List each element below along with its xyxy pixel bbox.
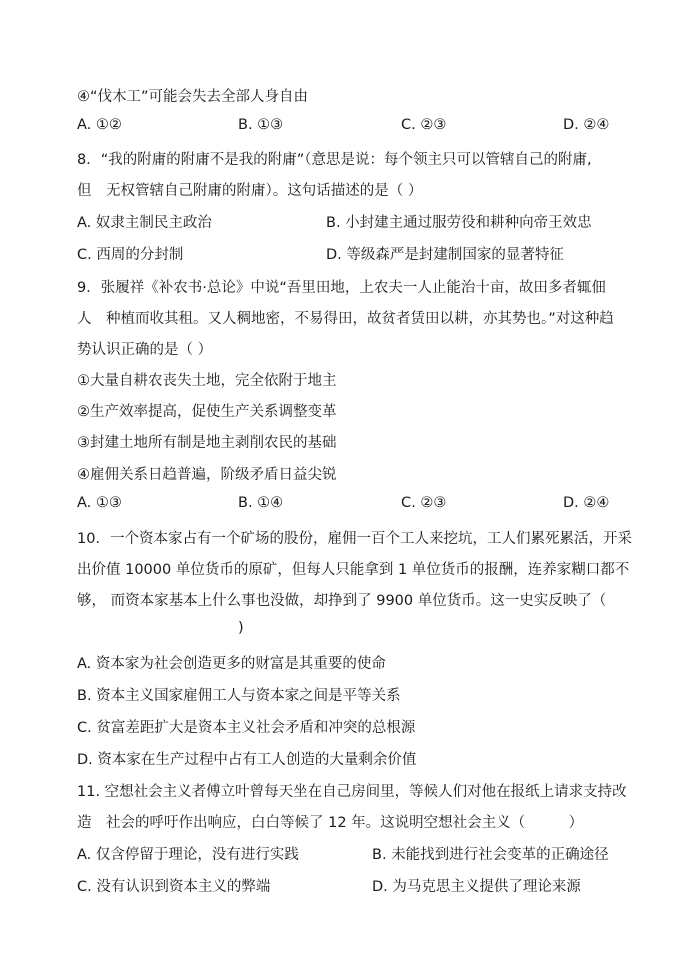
q11-option-a[interactable]: A. 仅含停留于理论，没有进行实践 <box>77 847 299 863</box>
q9-option-d[interactable]: D. ②④ <box>563 495 610 511</box>
q9-option-b[interactable]: B. ①④ <box>238 495 284 511</box>
q8-stem-line1: 8．“我的附庸的附庸不是我的附庸”（意思是说：每个领主只可以管辖自己的附庸, <box>77 152 592 168</box>
q10-option-b[interactable]: B. 资本主义国家雇佣工人与资本家之间是平等关系 <box>77 688 401 704</box>
q10-stem-line1: 10．一个资本家占有一个矿场的股份，雇佣一百个工人来挖坑，工人们累死累活，开采 <box>77 531 632 547</box>
q7-option-a[interactable]: A. ①② <box>77 117 122 133</box>
q9-item-4: ④雇佣关系日趋普遍，阶级矛盾日益尖锐 <box>77 467 337 483</box>
q10-option-d[interactable]: D. 资本家在生产过程中占有工人创造的大量剩余价值 <box>77 752 417 768</box>
q7-item-4: ④“伐木工”可能会失去全部人身自由 <box>77 89 309 105</box>
q8-option-b[interactable]: B. 小封建主通过服劳役和耕种向帝王效忠 <box>326 215 592 231</box>
q8-stem-line2: 但 无权管辖自己附庸的附庸）。这句话描述的是（ ） <box>77 183 423 199</box>
q9-item-1: ①大量自耕农丧失土地，完全依附于地主 <box>77 373 337 389</box>
q11-option-c[interactable]: C. 没有认识到资本主义的弊端 <box>77 879 271 895</box>
q10-option-c[interactable]: C. 贫富差距扩大是资本主义社会矛盾和冲突的总根源 <box>77 720 416 736</box>
q10-stem-line2: 出价值 10000 单位货币的原矿，但每人只能拿到 1 单位货币的报酬，连养家糊口都不 <box>77 562 630 578</box>
q10-option-a[interactable]: A. 资本家为社会创造更多的财富是其重要的使命 <box>77 656 386 672</box>
q9-stem-line3: 势认识正确的是（ ） <box>77 342 213 358</box>
q9-stem-line1: 9．张履祥《补农书·总论》中说“吾里田地，上农夫一人止能治十亩，故田多者辄佃 <box>77 280 606 296</box>
q10-stem-line3: 够， 而资本家基本上什么事也没做，却挣到了 9900 单位货币。这一史实反映了（ <box>77 593 607 609</box>
q11-option-b[interactable]: B. 未能找到进行社会变革的正确途径 <box>372 847 609 863</box>
q7-option-b[interactable]: B. ①③ <box>238 117 284 133</box>
q9-option-a[interactable]: A. ①③ <box>77 495 122 511</box>
q9-option-c[interactable]: C. ②③ <box>401 495 447 511</box>
q8-option-c[interactable]: C. 西周的分封制 <box>77 247 184 263</box>
q9-stem-line2: 人 种植而收其租。又人稠地密，不易得田，故贫者赁田以耕，亦其势也。”对这种趋 <box>77 311 614 327</box>
q9-item-2: ②生产效率提高，促使生产关系调整变革 <box>77 404 337 420</box>
q7-option-c[interactable]: C. ②③ <box>401 117 447 133</box>
q8-option-a[interactable]: A. 奴隶主制民主政治 <box>77 215 212 231</box>
q7-option-d[interactable]: D. ②④ <box>563 117 610 133</box>
q11-option-d[interactable]: D. 为马克思主义提供了理论来源 <box>372 879 581 895</box>
q11-stem-line2: 造 社会的呼吁作出响应，白白等候了 12 年。这说明空想社会主义（ ） <box>77 815 584 831</box>
q9-item-3: ③封建土地所有制是地主剥削农民的基础 <box>77 435 337 451</box>
q8-option-d[interactable]: D. 等级森严是封建制国家的显著特征 <box>326 247 564 263</box>
q11-stem-line1: 11. 空想社会主义者傅立叶曾每天坐在自己房间里，等候人们对他在报纸上请求支持改 <box>77 784 627 800</box>
q10-stem-line4: ) <box>238 620 244 636</box>
